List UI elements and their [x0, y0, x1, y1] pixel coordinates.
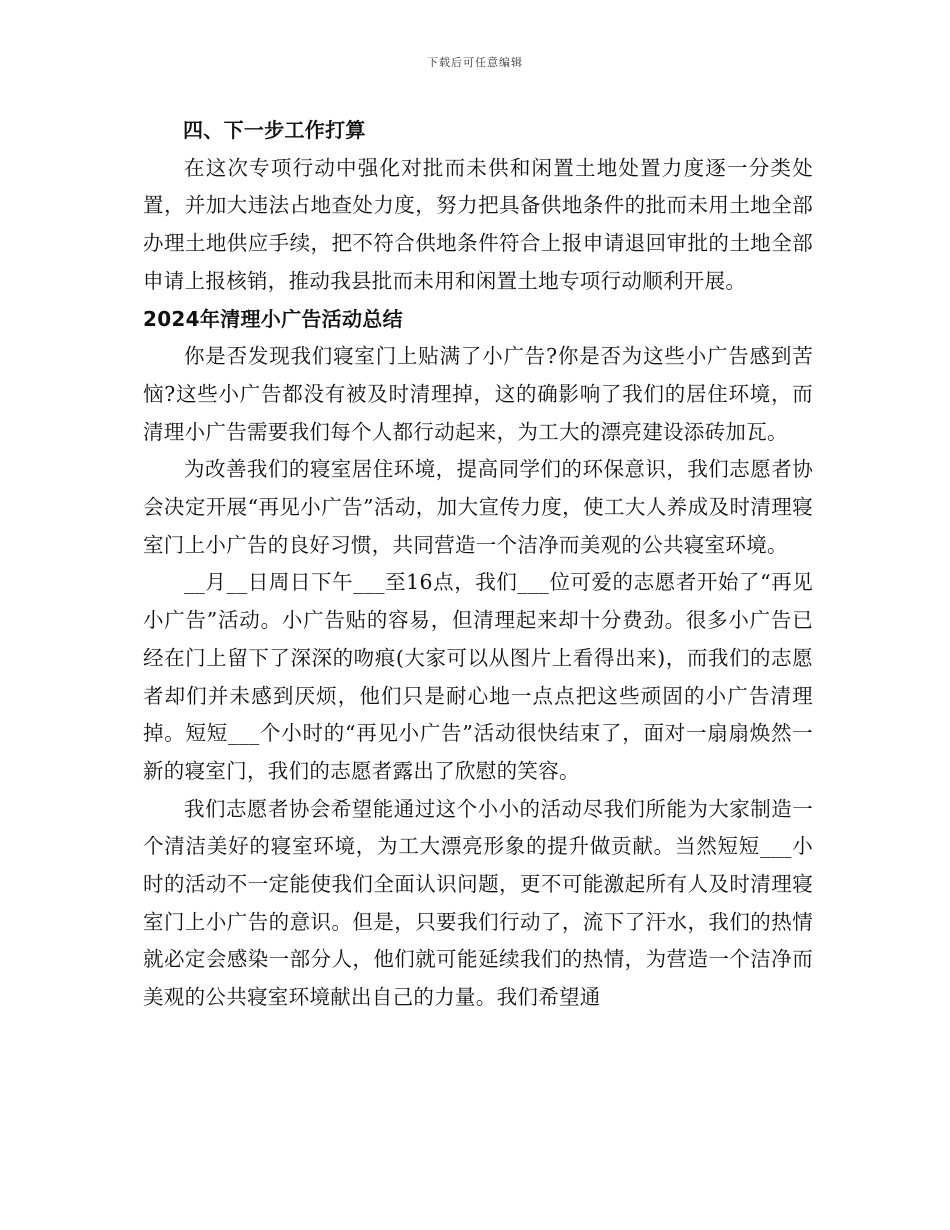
- section-heading: 四、下一步工作打算: [183, 118, 366, 142]
- article-paragraph-3: __月__日周日下午___至16点，我们___位可爱的志愿者开始了“再见小广告”活动。小广告贴的容易，但清理起来却十分费劲。很多小广告已经在门上留下了深深的吻痕(大家可以从图片上看得出来)，而我们的志愿者却们并未感到厌烦，他们只是耐心地一点点把这些顽固的小广告清理掉。短短___个小时的“再见小广告”活动很快结束了，面对一扇扇焕然一新的寝室门，我们的志愿者露出了欣慰的笑容。: [143, 570, 813, 783]
- section-paragraph: 在这次专项行动中强化对批而未供和闲置土地处置力度逐一分类处置，并加大违法占地查处力度，努力把具备供地条件的批而未用土地全部办理土地供应手续，把不符合供地条件符合上报申请退回审批的土地全部申请上报核销，推动我县批而未用和闲置土地专项行动顺利开展。: [143, 155, 813, 293]
- article-paragraph-1: 你是否发现我们寝室门上贴满了小广告?你是否为这些小广告感到苦恼?这些小广告都没有被及时清理掉，这的确影响了我们的居住环境，而清理小广告需要我们每个人都行动起来，为工大的漂亮建设添砖加瓦。: [143, 344, 813, 444]
- article-paragraph-2: 为改善我们的寝室居住环境，提高同学们的环保意识，我们志愿者协会决定开展“再见小广告”活动，加大宣传力度，使工大人养成及时清理寝室门上小广告的良好习惯，共同营造一个洁净而美观的公共寝室环境。: [143, 457, 813, 557]
- document-body: [143, 112, 813, 1017]
- document-title: 2024年清理小广告活动总结: [143, 306, 403, 331]
- page-header-note: 下载后可任意编辑: [427, 56, 523, 69]
- article-paragraph-4: 我们志愿者协会希望能通过这个小小的活动尽我们所能为大家制造一个清洁美好的寝室环境，为工大漂亮形象的提升做贡献。当然短短___小时的活动不一定能使我们全面认识问题，更不可能激起所有人及时清理寝室门上小广告的意识。但是，只要我们行动了，流下了汗水，我们的热情就必定会感染一部分人，他们就可能延续我们的热情，为营造一个洁净而美观的公共寝室环境献出自己的力量。我们希望通: [143, 796, 813, 1010]
